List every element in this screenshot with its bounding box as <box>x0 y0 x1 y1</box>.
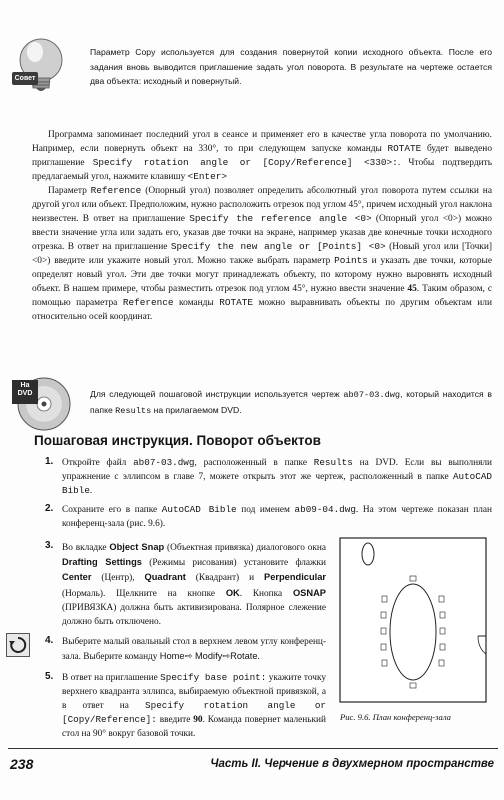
step-number: 4. <box>45 635 54 647</box>
footer-rule <box>8 748 498 749</box>
step-4: 4. Выберите малый овальный стол в верхнем левом углу конференц-зала. Выберите команду Home⇨ Modify⇨Rotate. <box>45 635 326 663</box>
step-2: 2. Сохраните его в папке AutoCAD Bible под именем ab09-04.dwg. На этом чертеже показан план конференц-зала (рис. 9.6). <box>45 502 493 529</box>
step-3: 3. Во вкладке Object Snap (Объектная привязка) диалогового окна Drafting Settings (Режимы рисования) установите флажки Center (Центр), Quadrant (Квадрант) и Perpendicular (Нормаль). Щелкните на кнопке OK. Кнопка OSNAP (ПРИВЯЗКА) должна быть активизирована. Полярное слежение должно быть отключено. <box>45 540 327 628</box>
figure-conference-room-plan <box>338 536 488 704</box>
section-heading: Пошаговая инструкция. Поворот объектов <box>34 433 321 448</box>
paragraph-1: Программа запоминает последний угол в сеансе и применяет его в качестве угла поворота по умолчанию. Например, если повернуть объект на 330°, то при следующем запуске команды ROTATE будет выведено приглашение Specify rotation angle or [Copy/Reference] <330>:. Чтобы подтвердить предлагаемый угол, нажмите клавишу <Enter> <box>32 130 493 182</box>
dvd-badge <box>14 382 36 398</box>
step-number: 3. <box>45 540 54 551</box>
running-title: Часть II. Черчение в двухмерном пространстве <box>210 758 494 770</box>
page-number: 238 <box>10 756 34 772</box>
tip-text: Параметр Copy используется для создания повернутой копии исходного объекта. После его задания вновь выводится приглашение задать угол поворота. В результате на чертеже остается два объекта: исходный и повернутый. <box>90 47 492 86</box>
steps-bottom <box>45 540 327 742</box>
dvd-disc-icon <box>12 372 72 432</box>
step-number: 5. <box>45 670 54 682</box>
body-text <box>32 128 492 324</box>
steps-top <box>45 456 493 531</box>
step-1: 1. Откройте файл ab07-03.dwg, расположенный в папке Results на DVD. Если вы выполняли упражнение с эллипсом в главе 7, можете открыть этот же чертеж, расположенный в папке AutoCAD Bible. <box>45 456 493 497</box>
step-number: 2. <box>45 502 54 514</box>
tip-lightbulb-icon <box>12 34 66 106</box>
step-5: 5. В ответ на приглашение Specify base point: укажите точку верхнего квадранта эллипса, выбираемую объектной привязкой, а в ответ на Specify rotation angle or [Copy/Reference]: введите 90. Команда повернет маленький стол на 90° вокруг базовой точки. <box>45 670 326 740</box>
rotate-icon <box>6 633 30 657</box>
figure-caption: Рис. 9.6. План конференц-зала <box>340 712 451 722</box>
tip-badge: Совет <box>14 75 36 82</box>
paragraph-2: Параметр Reference (Опорный угол) позволяет определить абсолютный угол поворота путем ссылки на другой угол или объект. Предположим, нужно расположить отрезок под углом 45°, причем исходный угол наклона неизвестен. В ответ на приглашение Specify the reference angle <0> (Опорный угол <0>) можно ввести значение угла или задать его, указав две точки на экране, например указав две конечные точки исходного отрезка. В ответ на приглашение Specify the new angle or [Points] <0> (Новый угол или [Точки] <0>) введите или укажите новый угол. Можно также выбрать параметр Points и указать две точки, которые определят новый угол. Эти две точки могут принадлежать объекту, по которому нужно выровнять исходный объект. В нашем примере, чтобы разместить отрезок под углом 45°, нужно ввести значение 45. Таким образом, с помощью параметра Reference команды ROTATE можно выравнивать объекты по другим объектам или относительно осей координат. <box>32 185 493 322</box>
dvd-note: Для следующей пошаговой инструкции используется чертеж ab07-03.dwg, который находится в папке Results на прилагаемом DVD. <box>90 389 492 416</box>
step-number: 1. <box>45 456 54 467</box>
dvd-badge-bottom: DVD <box>17 390 33 397</box>
dvd-badge-top: На <box>20 382 30 389</box>
